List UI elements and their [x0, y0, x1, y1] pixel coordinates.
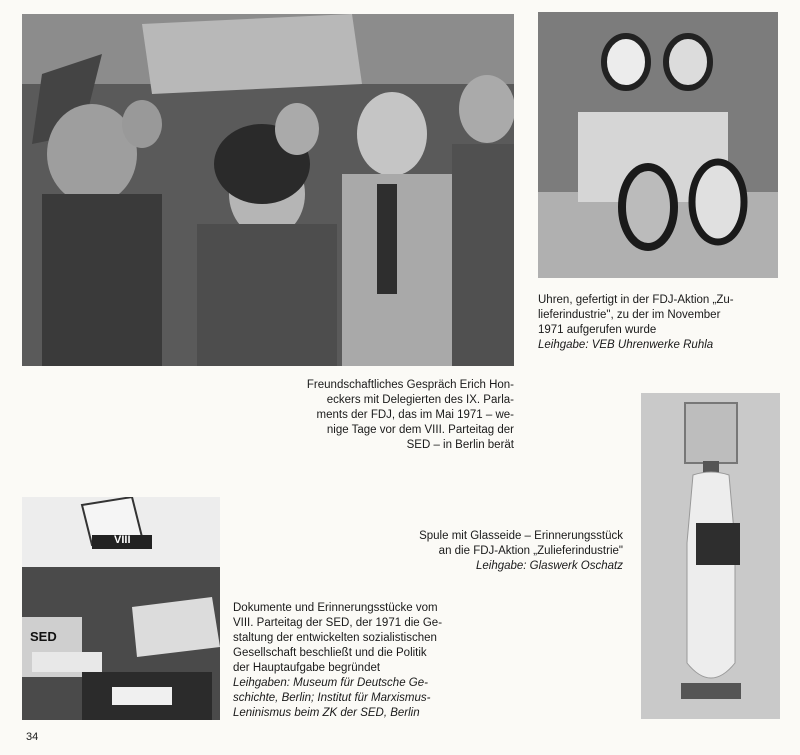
credit-watches: Leihgabe: VEB Uhrenwerke Ruhla	[538, 339, 714, 351]
caption-spool: Spule mit Glasseide – Erinnerungsstück an die FDJ-Aktion „Zulieferindustrie" Leihgabe: Glaswerk Oschatz	[363, 529, 623, 574]
caption-honecker: Freundschaftliches Gespräch Erich Hon- eckers mit Delegierten des IX. Parla- ments der FDJ, das im Mai 1971 – we- nige Tage vor dem VIII. Parteitag der SED – in Berlin berät	[306, 379, 514, 451]
photo-glass-fiber-spool	[641, 393, 780, 719]
photo-party-congress-documents	[22, 497, 220, 720]
photo-watches	[538, 12, 778, 278]
credit-spool: Leihgabe: Glaswerk Oschatz	[475, 560, 623, 572]
credit-documents: Leihgaben: Museum für Deutsche Ge-	[233, 677, 428, 689]
page-number: 34	[26, 731, 39, 743]
photo-honecker-delegates	[22, 14, 514, 366]
viii-sign-text: VIII	[114, 534, 131, 546]
sed-sign-text: SED	[30, 629, 57, 644]
caption-watches: Uhren, gefertigt in der FDJ-Aktion „Zu- lieferindustrie", zu der im November 1971 aufgerufen wurde Leihgabe: VEB Uhrenwerke Ruhla	[538, 293, 778, 353]
caption-documents: Dokumente und Erinnerungsstücke vom VIII. Parteitag der SED, der 1971 die Ge- staltung der entwickelten sozialistischen Gesellschaft beschließt und die Politik der Hauptaufgabe begründet Leihgaben: Museum für Deutsche Ge- schichte, Berlin; Institut für Marxismus- Leninismus beim ZK der SED, Berlin	[233, 601, 473, 721]
